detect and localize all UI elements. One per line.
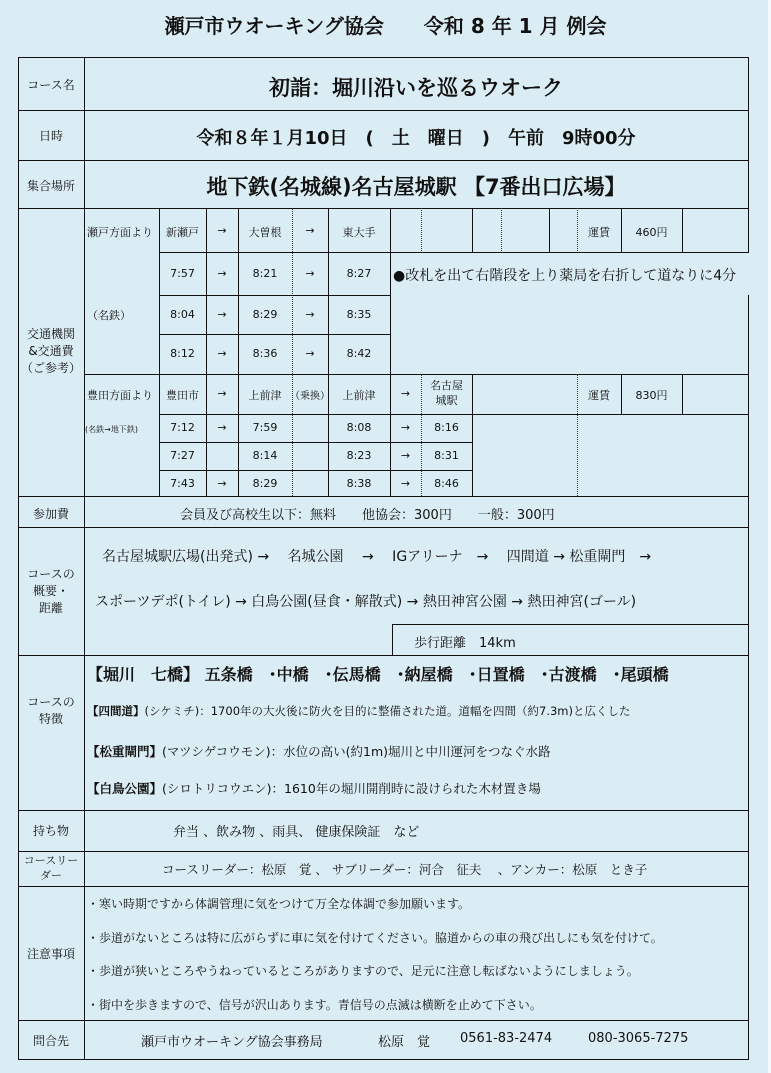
label-line: 特徴 xyxy=(38,712,63,726)
toyota-time: 8:14 xyxy=(252,449,278,462)
arrow-icon: → xyxy=(217,267,227,280)
note-item: ・歩道が狭いところやうねっているところがありますので、足元に注意し転ばないようにしましょう。 xyxy=(87,964,639,978)
arrow-icon: → xyxy=(217,308,227,321)
label-fee: 参加費 xyxy=(32,507,69,521)
label-contact: 問合先 xyxy=(32,1034,69,1048)
meeting-place: 地下鉄(名城線)名古屋城駅 【7番出口広場】 xyxy=(206,175,626,199)
toyota-line-label: (名鉄→地下鉄) xyxy=(85,425,138,434)
seto-time: 8:29 xyxy=(252,308,278,321)
label-notes: 注意事項 xyxy=(26,947,75,961)
label-meeting-place: 集合場所 xyxy=(26,179,75,193)
seto-time: 8:12 xyxy=(170,347,195,360)
arrow-icon: → xyxy=(217,224,227,237)
label-line: 距離 xyxy=(38,601,63,615)
label-leaders xyxy=(18,853,84,883)
row-divider xyxy=(18,851,749,852)
feature-item xyxy=(87,703,630,719)
toyota-time: 8:16 xyxy=(434,421,459,434)
row-divider xyxy=(18,208,749,209)
grid-line xyxy=(392,624,749,625)
seto-time: 7:57 xyxy=(170,267,195,280)
note-item: ・寒い時期ですから体調管理に気をつけて万全な体調で参加願います。 xyxy=(87,897,471,911)
arrow-icon: → xyxy=(305,308,315,321)
feature-text: (シケミチ)：1700年の大火後に防火を目的に整備された道。道幅を四間（約7.3m)と広くした xyxy=(144,704,631,718)
seto-station-1: 大曽根 xyxy=(248,226,282,239)
seto-station-0: 新瀬戸 xyxy=(166,226,199,239)
toyota-time: 7:27 xyxy=(170,449,195,462)
toyota-time: 7:59 xyxy=(252,421,278,434)
grid-line xyxy=(84,374,749,375)
feature-item xyxy=(87,779,541,797)
grid-line xyxy=(159,295,390,296)
station-line: 名古屋 xyxy=(430,379,463,392)
arrow-icon: → xyxy=(305,224,315,237)
seto-line-label: （名鉄） xyxy=(87,309,131,322)
contact-office: 瀬戸市ウオーキング協会事務局 xyxy=(141,1035,323,1050)
table-border-right xyxy=(748,57,749,253)
label-transport xyxy=(18,326,84,377)
toyota-station-1: 上前津 xyxy=(248,389,282,402)
arrow-icon: → xyxy=(400,477,411,490)
toyota-from-label: 豊田方面より xyxy=(87,389,153,402)
toyota-time: 8:31 xyxy=(434,449,459,462)
transfer-label: （乗換） xyxy=(290,391,330,402)
route-line-2: スポーツデポ(トイレ) → 白鳥公園(昼食・解散式) → 熱田神宮公園 → 熱田神宮(ゴール) xyxy=(95,594,637,610)
walking-distance: 歩行距離 14km xyxy=(414,636,516,651)
page-title: 瀬戸市ウオーキング協会 令和 8 年 1 月 例会 xyxy=(164,14,607,38)
event-datetime: 令和８年１月10日 ( 土 曜日 ) 午前 9時00分 xyxy=(196,128,636,149)
toyota-time: 8:08 xyxy=(346,421,372,434)
label-features xyxy=(18,694,84,728)
grid-line xyxy=(159,334,390,335)
grid-line xyxy=(159,414,749,415)
toyota-fare: 830円 xyxy=(635,389,668,402)
seto-time: 8:42 xyxy=(346,347,372,360)
toyota-station-4 xyxy=(421,378,472,408)
row-divider xyxy=(18,110,749,111)
toyota-time: 8:46 xyxy=(434,477,459,490)
fee-text: 会員及び高校生以下：無料 他協会：300円 一般：300円 xyxy=(180,508,555,523)
label-line: 交通機関 xyxy=(26,327,75,341)
row-divider xyxy=(18,810,749,811)
grid-line xyxy=(682,374,683,415)
arrow-icon: → xyxy=(217,477,227,490)
toyota-time: 7:12 xyxy=(170,421,195,434)
arrow-icon: → xyxy=(305,347,315,360)
contact-phone-1[interactable]: 0561-83-2474 xyxy=(460,1031,553,1046)
leaders-text: コースリーダー：松原 覚 、 サブリーダー：河合 征夫 、アンカー：松原 とき子 xyxy=(162,862,648,877)
grid-line xyxy=(682,208,683,253)
arrow-icon: → xyxy=(217,421,227,434)
seto-station-2: 東大手 xyxy=(342,226,376,239)
row-divider xyxy=(18,655,749,656)
grid-line xyxy=(501,208,502,253)
station-line: 城駅 xyxy=(435,394,458,407)
toyota-time: 8:29 xyxy=(252,477,278,490)
grid-line xyxy=(392,624,393,655)
toyota-station-0: 豊田市 xyxy=(166,389,199,402)
label-line: 概要・ xyxy=(32,584,69,598)
table-border-right xyxy=(748,295,749,1060)
feature-text: (シロトリコウエン)：1610年の堀川開削時に設けられた木材置き場 xyxy=(162,781,541,796)
row-divider xyxy=(18,886,749,887)
toyota-station-3: 上前津 xyxy=(342,389,376,402)
label-belongings: 持ち物 xyxy=(32,824,69,838)
grid-line xyxy=(472,374,473,496)
seto-fare: 460円 xyxy=(635,226,668,239)
grid-line xyxy=(472,208,473,253)
grid-line xyxy=(159,442,472,443)
route-line-1: 名古屋城駅広場(出発式) → 名城公園 → IGアリーナ → 四間道 → 松重閘門 → xyxy=(102,549,652,565)
seto-time: 8:27 xyxy=(346,267,372,280)
toyota-fare-label: 運賃 xyxy=(588,389,610,402)
label-course-name: コース名 xyxy=(27,78,75,92)
contact-person: 松原 覚 xyxy=(378,1035,431,1050)
label-overview xyxy=(18,566,84,617)
row-divider xyxy=(18,527,749,528)
seto-from-label: 瀬戸方面より xyxy=(87,226,153,239)
grid-line xyxy=(549,208,550,253)
arrow-icon: → xyxy=(400,421,411,434)
arrow-icon: → xyxy=(217,347,227,360)
toyota-time: 8:23 xyxy=(346,449,372,462)
label-line: （ご参考） xyxy=(20,361,81,375)
grid-line xyxy=(159,252,749,253)
feature-title: 【松重閘門】 xyxy=(87,744,163,759)
row-divider xyxy=(18,160,749,161)
contact-phone-2[interactable]: 080-3065-7275 xyxy=(588,1031,689,1046)
belongings-text: 弁当 、飲み物 、雨具、 健康保険証 など xyxy=(173,825,420,840)
label-datetime: 日時 xyxy=(38,129,63,143)
toyota-time: 8:38 xyxy=(346,477,372,490)
seto-time: 8:36 xyxy=(252,347,278,360)
grid-line xyxy=(159,470,472,471)
label-line: &交通費 xyxy=(28,344,74,358)
bridges-list: 【堀川 七橋】 五条橋 ･中橋 ･伝馬橋 ･納屋橋 ･日置橋 ･古渡橋 ･尾頭橋 xyxy=(87,665,669,684)
toyota-time: 7:43 xyxy=(170,477,195,490)
row-divider xyxy=(18,496,749,497)
note-item: ・歩道がないところは特に広がらずに車に気を付けてください。脇道からの車の飛び出しにも気を付けて。 xyxy=(87,931,663,945)
seto-time: 8:21 xyxy=(252,267,278,280)
note-item: ・街中を歩きますので、信号が沢山あります。青信号の点滅は横断を止めて下さい。 xyxy=(87,998,542,1012)
seto-time: 8:04 xyxy=(170,308,195,321)
feature-item xyxy=(87,742,551,760)
arrow-icon: → xyxy=(305,267,315,280)
arrow-icon: → xyxy=(400,387,411,400)
label-line: ダー xyxy=(40,869,62,882)
label-line: コースリー xyxy=(23,854,79,867)
course-name: 初詣：堀川沿いを巡るウオーク xyxy=(269,76,563,100)
feature-title: 【白鳥公園】 xyxy=(87,781,163,796)
feature-text: (マツシゲコウモン)：水位の高い(約1m)堀川と中川運河をつなぐ水路 xyxy=(162,744,551,759)
label-line: コースの xyxy=(27,567,75,581)
label-line: コースの xyxy=(27,695,75,709)
directions-note: ●改札を出て右階段を上り薬局を右折して道なりに4分 xyxy=(393,268,737,284)
grid-line xyxy=(421,208,422,253)
arrow-icon: → xyxy=(217,387,227,400)
arrow-icon: → xyxy=(400,449,411,462)
feature-title: 【四間道】 xyxy=(87,704,145,718)
grid-line xyxy=(390,208,391,374)
row-divider xyxy=(18,1020,749,1021)
seto-time: 8:35 xyxy=(346,308,372,321)
seto-fare-label: 運賃 xyxy=(588,226,610,239)
